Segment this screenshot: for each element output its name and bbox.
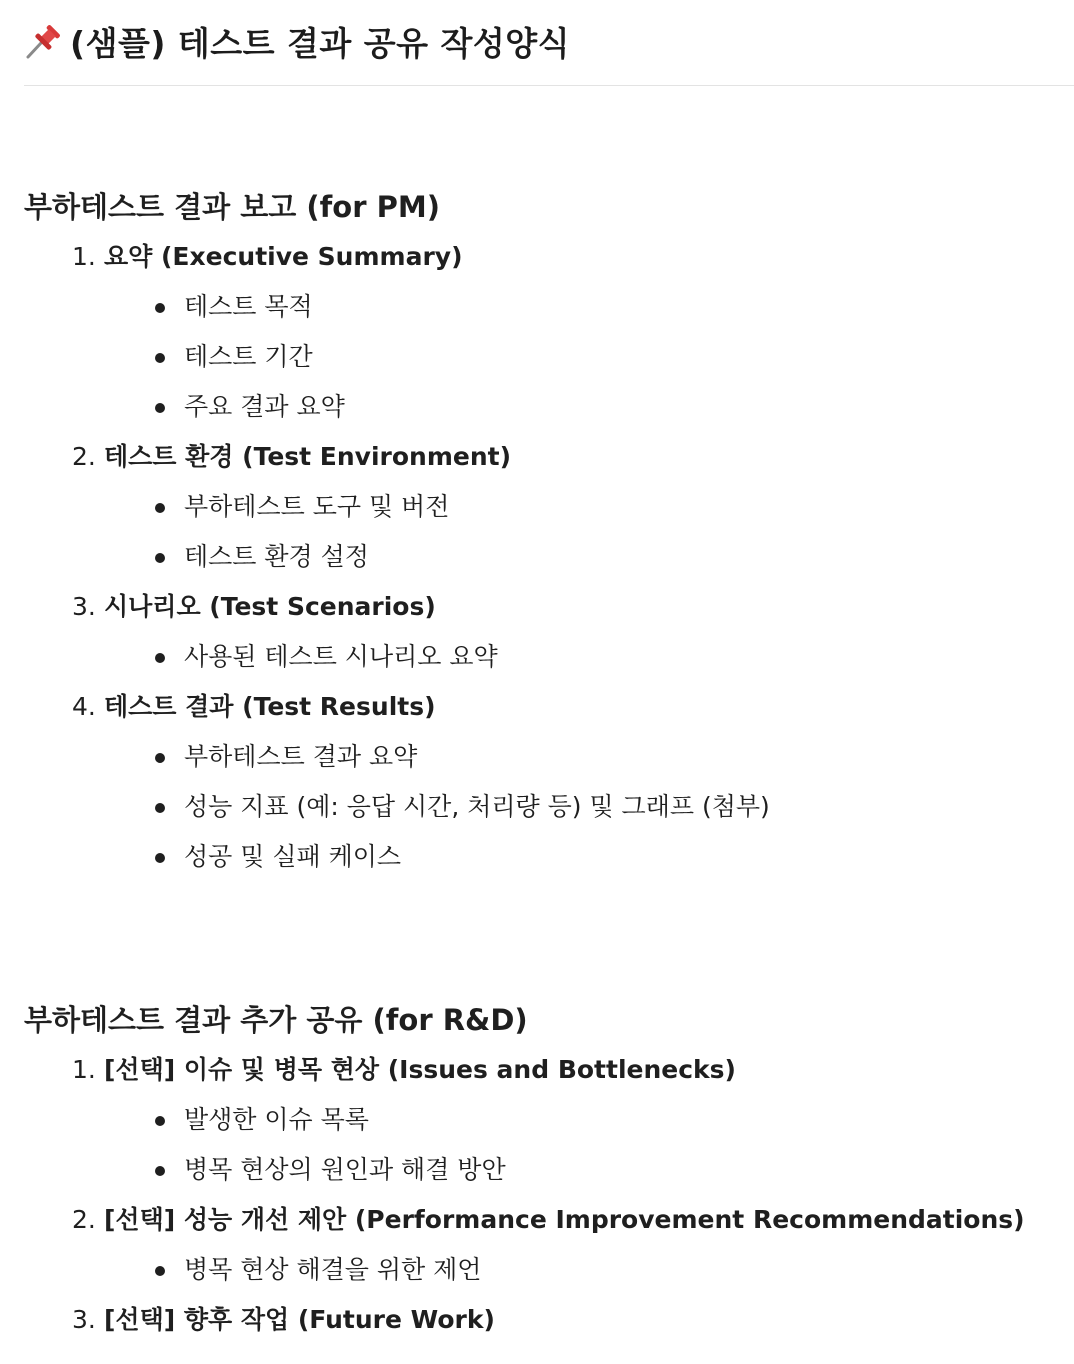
bullet-icon	[155, 753, 165, 763]
list-item	[24, 582, 1074, 632]
bullet-icon	[155, 803, 165, 813]
bullet-text: 성공 및 실패 케이스	[184, 842, 402, 871]
list-number: 3.	[72, 1305, 96, 1334]
section-rnd-report	[24, 995, 1074, 1345]
bullet-text: 테스트 목적	[184, 292, 313, 321]
bullet-item	[24, 332, 1074, 382]
bullet-item	[24, 482, 1074, 532]
title-divider	[24, 85, 1074, 86]
bullet-item	[24, 532, 1074, 582]
bullet-text: 성능 지표 (예: 응답 시간, 처리량 등) 및 그래프 (첨부)	[184, 792, 770, 821]
list-item-label: 시나리오 (Test Scenarios)	[104, 592, 436, 621]
bullet-item	[24, 1145, 1074, 1195]
bullet-text: 사용된 테스트 시나리오 요약	[184, 642, 498, 671]
list-item-label: 요약 (Executive Summary)	[104, 242, 463, 271]
list-number: 1.	[72, 242, 96, 271]
bullet-icon	[155, 653, 165, 663]
list-item-label: [선택] 성능 개선 제안 (Performance Improvement Recommendations)	[104, 1205, 1025, 1234]
bullet-item	[24, 1245, 1074, 1295]
list-number: 2.	[72, 1205, 96, 1234]
bullet-icon	[155, 353, 165, 363]
section-heading: 부하테스트 결과 보고 (for PM)	[24, 190, 440, 224]
list-item	[24, 1195, 1074, 1245]
bullet-text: 주요 결과 요약	[184, 392, 345, 421]
bullet-text: 발생한 이슈 목록	[184, 1105, 369, 1134]
list-number: 1.	[72, 1055, 96, 1084]
bullet-item	[24, 382, 1074, 432]
list-item-label: [선택] 이슈 및 병목 현상 (Issues and Bottlenecks)	[104, 1055, 736, 1084]
page-title-row	[24, 18, 570, 64]
list-item	[24, 432, 1074, 482]
bullet-item	[24, 832, 1074, 882]
list-number: 4.	[72, 692, 96, 721]
bullet-text: 병목 현상의 원인과 해결 방안	[184, 1155, 506, 1184]
list-item	[24, 682, 1074, 732]
bullet-icon	[155, 303, 165, 313]
bullet-item	[24, 632, 1074, 682]
list-item	[24, 1295, 1074, 1345]
bullet-icon	[155, 1116, 165, 1126]
list-item-label: [선택] 향후 작업 (Future Work)	[104, 1305, 495, 1334]
bullet-item	[24, 282, 1074, 332]
bullet-item	[24, 782, 1074, 832]
bullet-text: 테스트 환경 설정	[184, 542, 369, 571]
section-heading: 부하테스트 결과 추가 공유 (for R&D)	[24, 1003, 528, 1037]
section-pm-report	[24, 182, 1074, 882]
list-number: 3.	[72, 592, 96, 621]
list-item	[24, 1045, 1074, 1095]
list-item	[24, 232, 1074, 282]
bullet-item	[24, 732, 1074, 782]
bullet-icon	[155, 503, 165, 513]
list-item-label: 테스트 결과 (Test Results)	[104, 692, 436, 721]
bullet-text: 테스트 기간	[184, 342, 313, 371]
list-item-label: 테스트 환경 (Test Environment)	[104, 442, 512, 471]
bullet-text: 병목 현상 해결을 위한 제언	[184, 1255, 482, 1284]
bullet-item	[24, 1095, 1074, 1145]
bullet-icon	[155, 553, 165, 563]
bullet-icon	[155, 403, 165, 413]
pushpin-icon	[24, 21, 64, 61]
bullet-icon	[155, 1166, 165, 1176]
bullet-text: 부하테스트 도구 및 버전	[184, 492, 450, 521]
bullet-icon	[155, 853, 165, 863]
list-number: 2.	[72, 442, 96, 471]
page-title: (샘플) 테스트 결과 공유 작성양식	[70, 23, 571, 63]
bullet-icon	[155, 1266, 165, 1276]
bullet-text: 부하테스트 결과 요약	[184, 742, 418, 771]
